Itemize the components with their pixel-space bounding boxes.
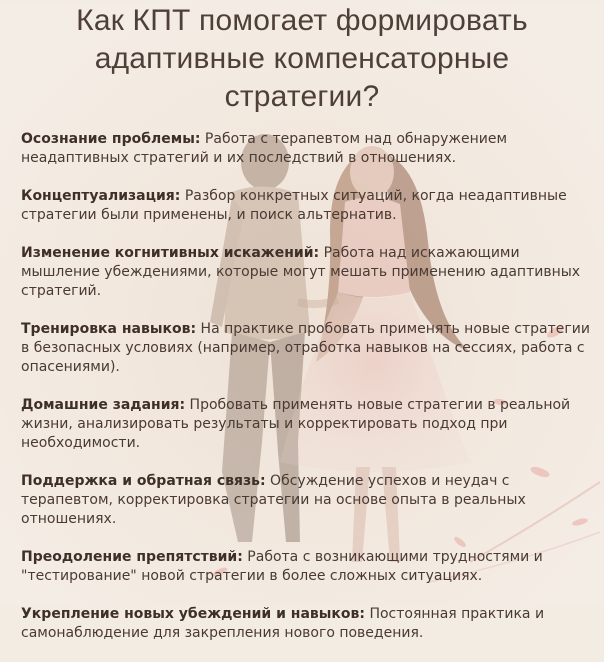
list-item <box>21 130 595 168</box>
item-text: Работа с терапевтом над обнаружением неадаптивных стратегий и их последствий в отношениях. <box>21 131 508 166</box>
item-text: Разбор конкретных ситуаций, когда неадаптивные стратегии были применены, и поиск альтернатив. <box>21 188 567 223</box>
item-label: Тренировка навыков: <box>21 321 197 337</box>
item-label: Поддержка и обратная связь: <box>21 473 266 489</box>
page-title: Как КПТ помогает формировать адаптивные компенсаторные стратегии? <box>76 4 528 113</box>
item-text: Пробовать применять новые стратегии в реальной жизни, анализировать результаты и корректировать подход при необходимости. <box>21 397 571 451</box>
list-item <box>21 548 595 586</box>
item-label: Осознание проблемы: <box>21 131 201 147</box>
item-label: Изменение когнитивных искажений: <box>21 245 320 261</box>
list-item <box>21 320 595 377</box>
item-label: Укрепление новых убеждений и навыков: <box>21 606 365 622</box>
strategy-list <box>21 130 595 662</box>
item-text: Работа над искажающими мышление убеждениями, которые могут мешать применению адаптивных стратегий. <box>21 245 581 299</box>
item-label: Концептуализация: <box>21 188 181 204</box>
item-label: Преодоление препятствий: <box>21 549 243 565</box>
item-text: Постоянная практика и самонаблюдение для закрепления нового поведения. <box>21 606 545 641</box>
list-item <box>21 187 595 225</box>
item-text: Обсуждение успехов и неудач с терапевтом, корректировка стратегии на основе опыта в реальных отношениях. <box>21 473 526 527</box>
list-item <box>21 244 595 301</box>
list-item <box>21 605 595 643</box>
list-item <box>21 472 595 529</box>
item-label: Домашние задания: <box>21 397 186 413</box>
item-text: На практике пробовать применять новые стратегии в безопасных условиях (например, отработка навыков на сессиях, работа с опасениями). <box>21 321 590 375</box>
item-text: Работа с возникающими трудностями и "тестирование" новой стратегии в более сложных ситуациях. <box>21 549 543 584</box>
document-page <box>0 2 604 641</box>
list-item <box>21 396 595 453</box>
